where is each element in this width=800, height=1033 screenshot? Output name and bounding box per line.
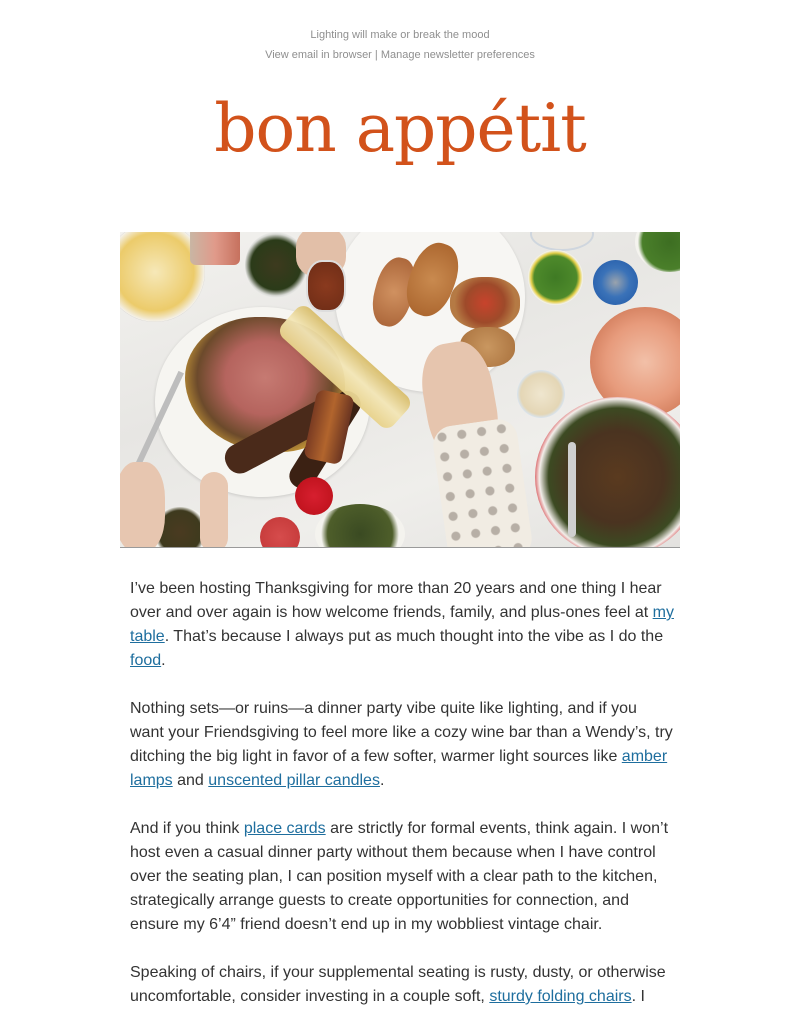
paragraph-3 <box>130 817 675 937</box>
brand-logo[interactable]: bon appétit <box>214 90 586 167</box>
paragraph-2 <box>130 697 675 793</box>
paragraph-text: and <box>172 772 209 789</box>
chive-plate <box>528 250 583 305</box>
carving-hand <box>120 462 165 548</box>
parmesan-bowl <box>517 370 565 418</box>
wine-glass <box>306 260 346 312</box>
article-body <box>130 577 675 1033</box>
carving-hand-finger <box>200 472 228 548</box>
preheader-tagline: Lighting will make or break the mood <box>310 29 490 41</box>
folding-chairs-link[interactable]: sturdy folding chairs <box>489 988 632 1005</box>
paragraph-text: Speaking of chairs, if your supplemental seating is rusty, dusty, or otherwise uncomfortable, consider investing in a couple soft, <box>130 964 666 1005</box>
preheader-separator: | <box>371 49 381 61</box>
manage-preferences-link[interactable]: Manage newsletter preferences <box>380 49 535 61</box>
pillar-candles-link[interactable]: unscented pillar candles <box>208 772 380 789</box>
paragraph-text: . That’s because I always put as much thought into the vibe as I do the <box>164 628 664 645</box>
stuffed-potato <box>450 277 520 329</box>
food-link[interactable]: food <box>130 652 162 669</box>
amber-lamps-link[interactable]: amber lamps <box>130 748 668 789</box>
view-in-browser-link[interactable]: View email in browser <box>265 49 372 61</box>
my-table-link[interactable]: my table <box>130 604 674 645</box>
hero-image[interactable] <box>120 232 680 548</box>
red-sauce-cup <box>295 477 333 515</box>
preheader-links <box>0 49 800 61</box>
paragraph-text: are strictly for formal events, think again. I won’t host even a casual dinner party without them because when I have control over the seating plan, I can position myself with a clear path to the kitchen, strategically arrange guests to create opportunities for connection, and ensure my 6’4” friend doesn’t end up in my wobbliest vintage chair. <box>130 820 669 933</box>
paragraph-text: And if you think <box>130 820 244 837</box>
place-cards-link[interactable]: place cards <box>243 820 326 837</box>
paragraph-text: . I <box>631 988 645 1005</box>
paragraph-text: Nothing sets—or ruins—a dinner party vibe quite like lighting, and if you want your Friendsgiving to feel more like a cozy wine bar than a Wendy’s, try ditching the big light in favor of a few softer, warmer light sources like <box>130 700 673 765</box>
paragraph-1 <box>130 577 675 673</box>
paragraph-4 <box>130 961 675 1009</box>
paragraph-text: I’ve been hosting Thanksgiving for more than 20 years and one thing I hear over and over again is how welcome friends, family, and plus-ones feel at <box>130 580 662 621</box>
serving-spoon <box>568 442 576 537</box>
tin-can <box>190 232 240 265</box>
paragraph-text: . <box>161 652 166 669</box>
paragraph-text: . <box>379 772 385 789</box>
caviar-tin <box>593 260 638 305</box>
